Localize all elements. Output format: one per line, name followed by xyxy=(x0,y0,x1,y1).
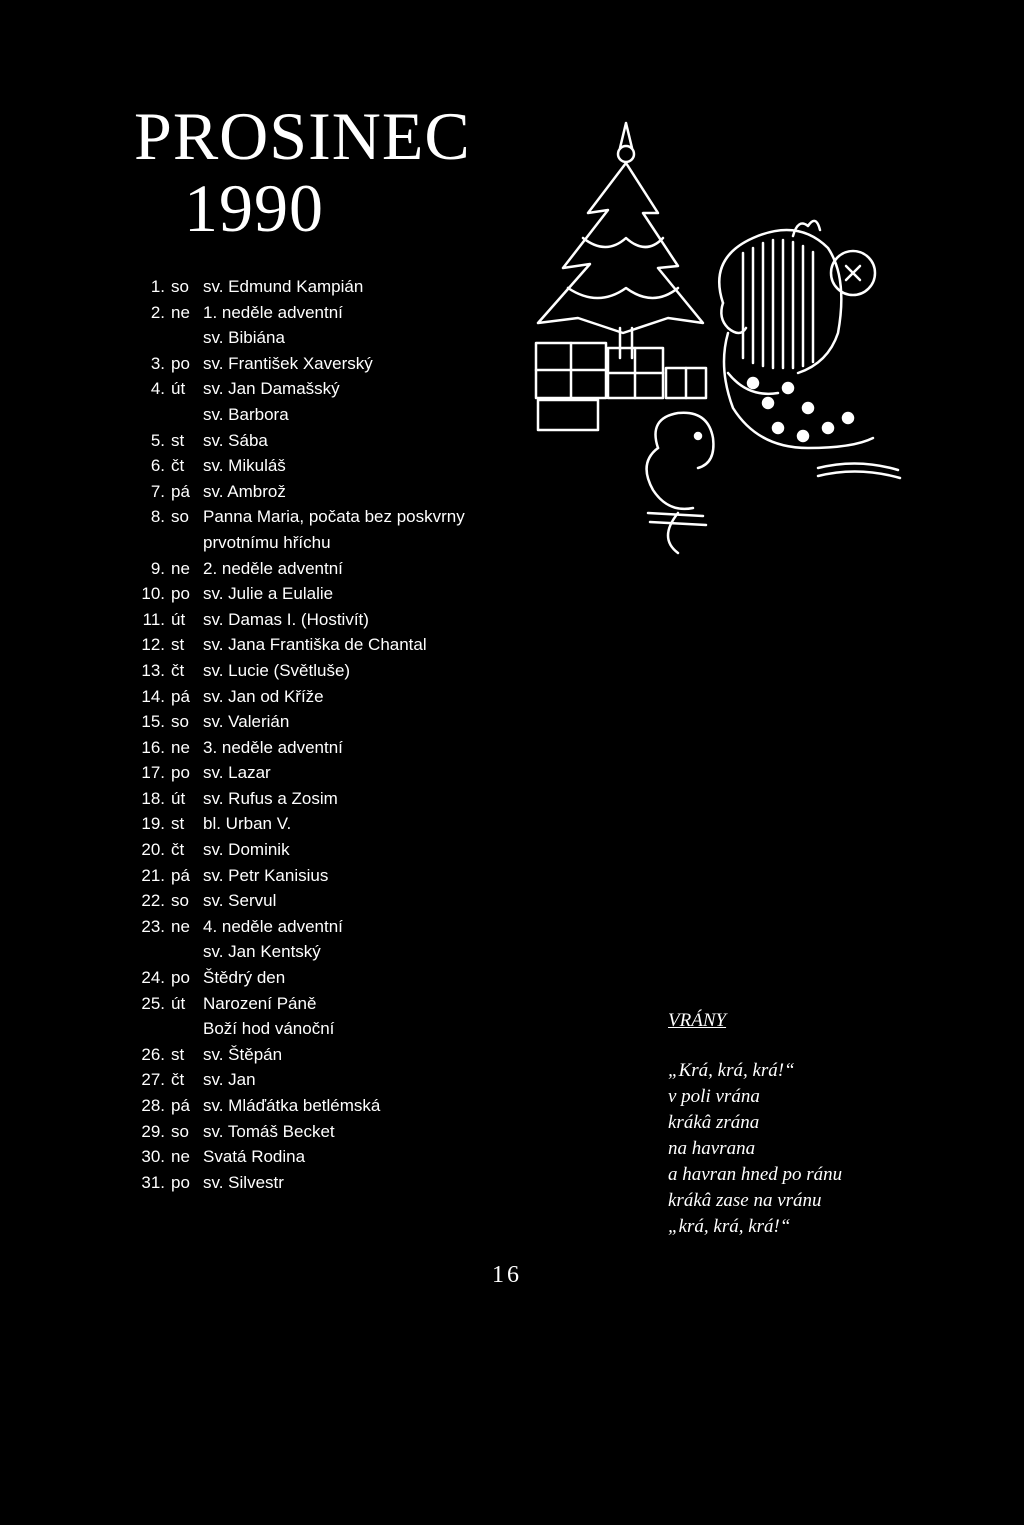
calendar-row xyxy=(120,428,540,454)
calendar-row xyxy=(120,530,540,556)
calendar-row xyxy=(120,939,540,965)
poem-line: na havrana xyxy=(668,1138,756,1159)
weekday: ne xyxy=(171,916,190,936)
day-number: 20. xyxy=(141,840,165,860)
calendar-row xyxy=(120,991,540,1017)
day-number: 2. xyxy=(150,302,165,322)
calendar-row xyxy=(120,453,540,479)
calendar-row xyxy=(120,581,540,607)
day-number: 6. xyxy=(150,456,165,476)
day-number: 30. xyxy=(141,1147,165,1167)
feast-name: sv. Rufus a Zosim xyxy=(203,788,338,808)
feast-name: sv. Julie a Eulalie xyxy=(203,584,334,604)
weekday: st xyxy=(171,430,185,450)
calendar-row xyxy=(120,1042,540,1068)
day-number: 31. xyxy=(141,1172,165,1192)
weekday: út xyxy=(171,993,186,1013)
weekday: po xyxy=(171,1172,190,1192)
weekday: so xyxy=(171,507,189,527)
day-number: 28. xyxy=(141,1096,165,1115)
calendar-row xyxy=(120,402,540,428)
day-number: 22. xyxy=(141,891,165,911)
weekday: čt xyxy=(171,456,185,476)
day-number: 25. xyxy=(141,993,165,1013)
day-number: 5. xyxy=(150,430,165,450)
feast-name: sv. Bibiána xyxy=(203,328,285,348)
day-number: 13. xyxy=(141,660,165,680)
feast-name: prvotnímu hříchu xyxy=(203,532,331,552)
feast-name: sv. Damas I. (Hostivít) xyxy=(203,609,369,629)
feast-name: sv. Jana Františka de Chantal xyxy=(203,635,427,655)
weekday: po xyxy=(171,968,190,988)
day-number: 10. xyxy=(141,584,165,604)
calendar-row xyxy=(120,1144,540,1170)
weekday: čt xyxy=(171,660,185,680)
day-number: 15. xyxy=(141,712,165,732)
weekday: út xyxy=(171,379,186,399)
calendar-row xyxy=(120,658,540,684)
day-number: 27. xyxy=(141,1070,165,1090)
day-number: 17. xyxy=(141,763,165,783)
calendar-row xyxy=(120,760,540,786)
day-number: 29. xyxy=(141,1121,165,1141)
calendar-row xyxy=(120,325,540,351)
feast-name: sv. Ambrož xyxy=(203,481,286,501)
calendar-row xyxy=(120,888,540,914)
day-number: 19. xyxy=(141,814,165,834)
weekday: st xyxy=(171,1044,185,1064)
page-number: 16 xyxy=(492,1262,522,1288)
weekday: út xyxy=(171,609,186,629)
calendar-row xyxy=(120,376,540,402)
calendar-row xyxy=(120,1093,540,1119)
feast-name: sv. Petr Kanisius xyxy=(203,865,329,885)
feast-name: sv. Servul xyxy=(203,891,277,911)
weekday: st xyxy=(171,635,185,655)
day-number: 16. xyxy=(141,737,165,757)
weekday: pá xyxy=(171,1096,190,1115)
calendar-row xyxy=(120,914,540,940)
weekday: so xyxy=(171,277,189,296)
day-number: 26. xyxy=(141,1044,165,1064)
calendar-row xyxy=(120,1170,540,1196)
feast-name: sv. Silvestr xyxy=(203,1172,284,1192)
feast-name: sv. Dominik xyxy=(203,840,290,860)
weekday: po xyxy=(171,353,190,373)
day-number: 18. xyxy=(141,788,165,808)
poem-line: a havran hned po ránu xyxy=(668,1164,843,1185)
feast-name: 3. neděle adventní xyxy=(203,737,343,757)
calendar-row xyxy=(120,1119,540,1145)
calendar-row xyxy=(120,300,540,326)
feast-name: Štědrý den xyxy=(203,968,286,988)
feast-name: sv. Barbora xyxy=(203,404,289,424)
calendar-row xyxy=(120,607,540,633)
calendar-row xyxy=(120,1067,540,1093)
weekday: čt xyxy=(171,1070,185,1090)
day-number: 11. xyxy=(142,609,165,629)
feast-name: 4. neděle adventní xyxy=(203,916,343,936)
feast-name: sv. Jan xyxy=(203,1070,256,1090)
calendar-row xyxy=(120,1016,540,1042)
poem xyxy=(668,1008,988,1240)
day-number: 8. xyxy=(150,507,165,527)
weekday: čt xyxy=(171,840,185,860)
calendar-row xyxy=(120,709,540,735)
poem-line: „krá, krá, krá!“ xyxy=(668,1216,791,1237)
calendar-row xyxy=(120,735,540,761)
feast-name: 1. neděle adventní xyxy=(203,302,343,322)
day-number: 23. xyxy=(141,916,165,936)
weekday: pá xyxy=(171,865,190,885)
weekday: so xyxy=(171,712,189,732)
weekday: so xyxy=(171,1121,189,1141)
weekday: ne xyxy=(171,1147,190,1167)
calendar-row xyxy=(120,684,540,710)
calendar-row xyxy=(120,632,540,658)
weekday: ne xyxy=(171,737,190,757)
feast-name: sv. Mláďátka betlémská xyxy=(203,1096,381,1115)
calendar-list xyxy=(120,274,540,1195)
calendar-row xyxy=(120,837,540,863)
feast-name: bl. Urban V. xyxy=(203,814,292,834)
weekday: ne xyxy=(171,558,190,578)
feast-name: sv. Lucie (Světluše) xyxy=(203,660,351,680)
weekday: po xyxy=(171,584,190,604)
day-number: 12. xyxy=(141,635,165,655)
feast-name: sv. Tomáš Becket xyxy=(203,1121,335,1141)
feast-name: Panna Maria, počata bez poskvrny xyxy=(203,507,465,527)
day-number: 14. xyxy=(141,686,165,706)
day-number: 4. xyxy=(150,379,165,399)
feast-name: sv. Lazar xyxy=(203,763,271,783)
page-title xyxy=(134,100,514,244)
day-number: 3. xyxy=(150,353,165,373)
day-number: 24. xyxy=(141,968,165,988)
weekday: út xyxy=(171,788,186,808)
poem-line: krákâ zrána xyxy=(668,1112,760,1133)
feast-name: sv. Jan Damašský xyxy=(203,379,340,399)
feast-name: sv. Valerián xyxy=(203,712,290,732)
title-year: 1990 xyxy=(184,170,324,246)
feast-name: sv. Jan od Kříže xyxy=(203,686,324,706)
day-number: 7. xyxy=(150,481,165,501)
weekday: so xyxy=(171,891,189,911)
poem-line: krákâ zase na vránu xyxy=(668,1190,822,1211)
weekday: pá xyxy=(171,481,190,501)
day-number: 1. xyxy=(150,277,165,296)
feast-name: sv. Štěpán xyxy=(203,1044,283,1064)
calendar-row xyxy=(120,863,540,889)
title-month: PROSINEC xyxy=(134,98,471,174)
feast-name: sv. Edmund Kampián xyxy=(203,277,364,296)
feast-name: sv. Jan Kentský xyxy=(203,942,321,962)
calendar-row xyxy=(120,965,540,991)
calendar-row xyxy=(120,274,540,300)
weekday: ne xyxy=(171,302,190,322)
poem-title: VRÁNY xyxy=(668,1010,727,1031)
calendar-row xyxy=(120,351,540,377)
day-number: 9. xyxy=(150,558,165,578)
feast-name: Narození Páně xyxy=(203,993,317,1013)
calendar-row xyxy=(120,479,540,505)
feast-name: sv. Mikuláš xyxy=(203,456,286,476)
feast-name: Svatá Rodina xyxy=(203,1147,306,1167)
poem-lines xyxy=(668,1058,988,1240)
poem-line: v poli vrána xyxy=(668,1086,760,1107)
calendar-row xyxy=(120,811,540,837)
day-number: 21. xyxy=(141,865,165,885)
feast-name: Boží hod vánoční xyxy=(203,1019,335,1039)
poem-line: „Krá, krá, krá!“ xyxy=(668,1060,795,1081)
feast-name: 2. neděle adventní xyxy=(203,558,343,578)
weekday: po xyxy=(171,763,190,783)
feast-name: sv. Sába xyxy=(203,430,268,450)
calendar-row xyxy=(120,786,540,812)
weekday: st xyxy=(171,814,185,834)
calendar-row xyxy=(120,504,540,530)
weekday: pá xyxy=(171,686,190,706)
calendar-row xyxy=(120,556,540,582)
christmas-tree-girl-dog-illustration xyxy=(528,118,904,568)
feast-name: sv. František Xaverský xyxy=(203,353,373,373)
